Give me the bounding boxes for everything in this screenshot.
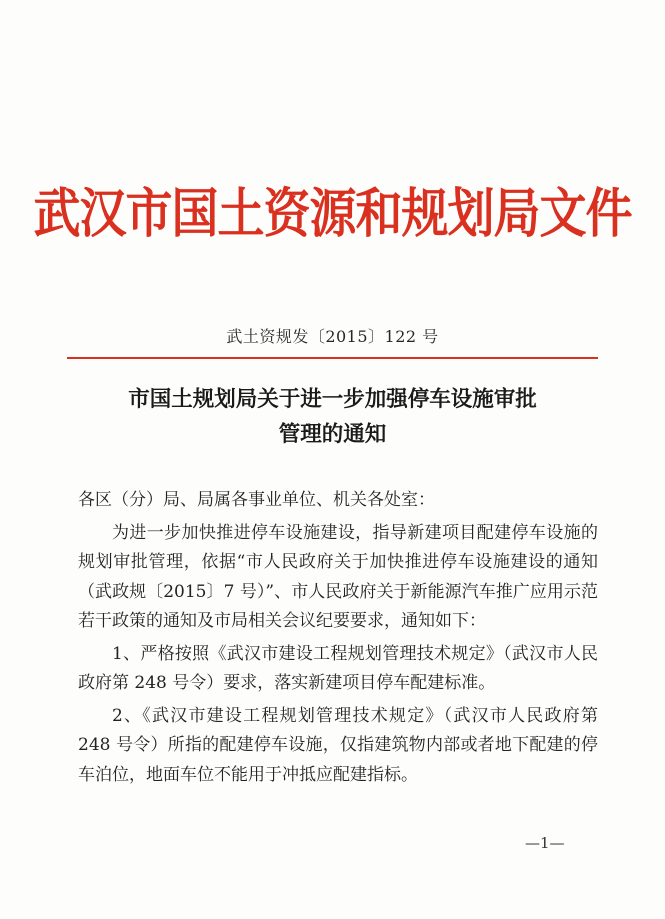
document-number: 武土资规发〔2015〕122 号 xyxy=(226,327,439,346)
notice-title-line-2: 管理的通知 xyxy=(278,422,387,447)
paragraph-intro: 为进一步加快推进停车设施建设，指导新建项目配建停车设施的规划审批管理，依据“市人民政府关于加快推进停车设施建设的通知（武政规〔2015〕7 号）”、市人民政府关于新能源汽车推广应用示范若干政策的通知及市局相关会议纪要要求，通知如下： xyxy=(78,522,598,631)
paragraph-item-1: 1、严格按照《武汉市建设工程规划管理技术规定》（武汉市人民政府第 248 号令）要求，落实新建项目停车配建标准。 xyxy=(78,643,598,693)
notice-body xyxy=(78,486,598,790)
page-number: —1— xyxy=(525,834,565,852)
notice-title-line-1: 市国土规划局关于进一步加强停车设施审批 xyxy=(128,387,537,412)
salutation: 各区（分）局、局属各事业单位、机关各处室： xyxy=(78,490,435,510)
notice-title xyxy=(60,382,605,452)
red-divider-line xyxy=(67,357,598,359)
paragraph-item-2: 2、《武汉市建设工程规划管理技术规定》（武汉市人民政府第 248 号令）所指的配建停车设施，仅指建筑物内部或者地下配建的停车泊位，地面车位不能用于冲抵应配建指标。 xyxy=(78,705,598,785)
issuer-header-title: 武汉市国土资源和规划局文件 xyxy=(33,183,632,245)
